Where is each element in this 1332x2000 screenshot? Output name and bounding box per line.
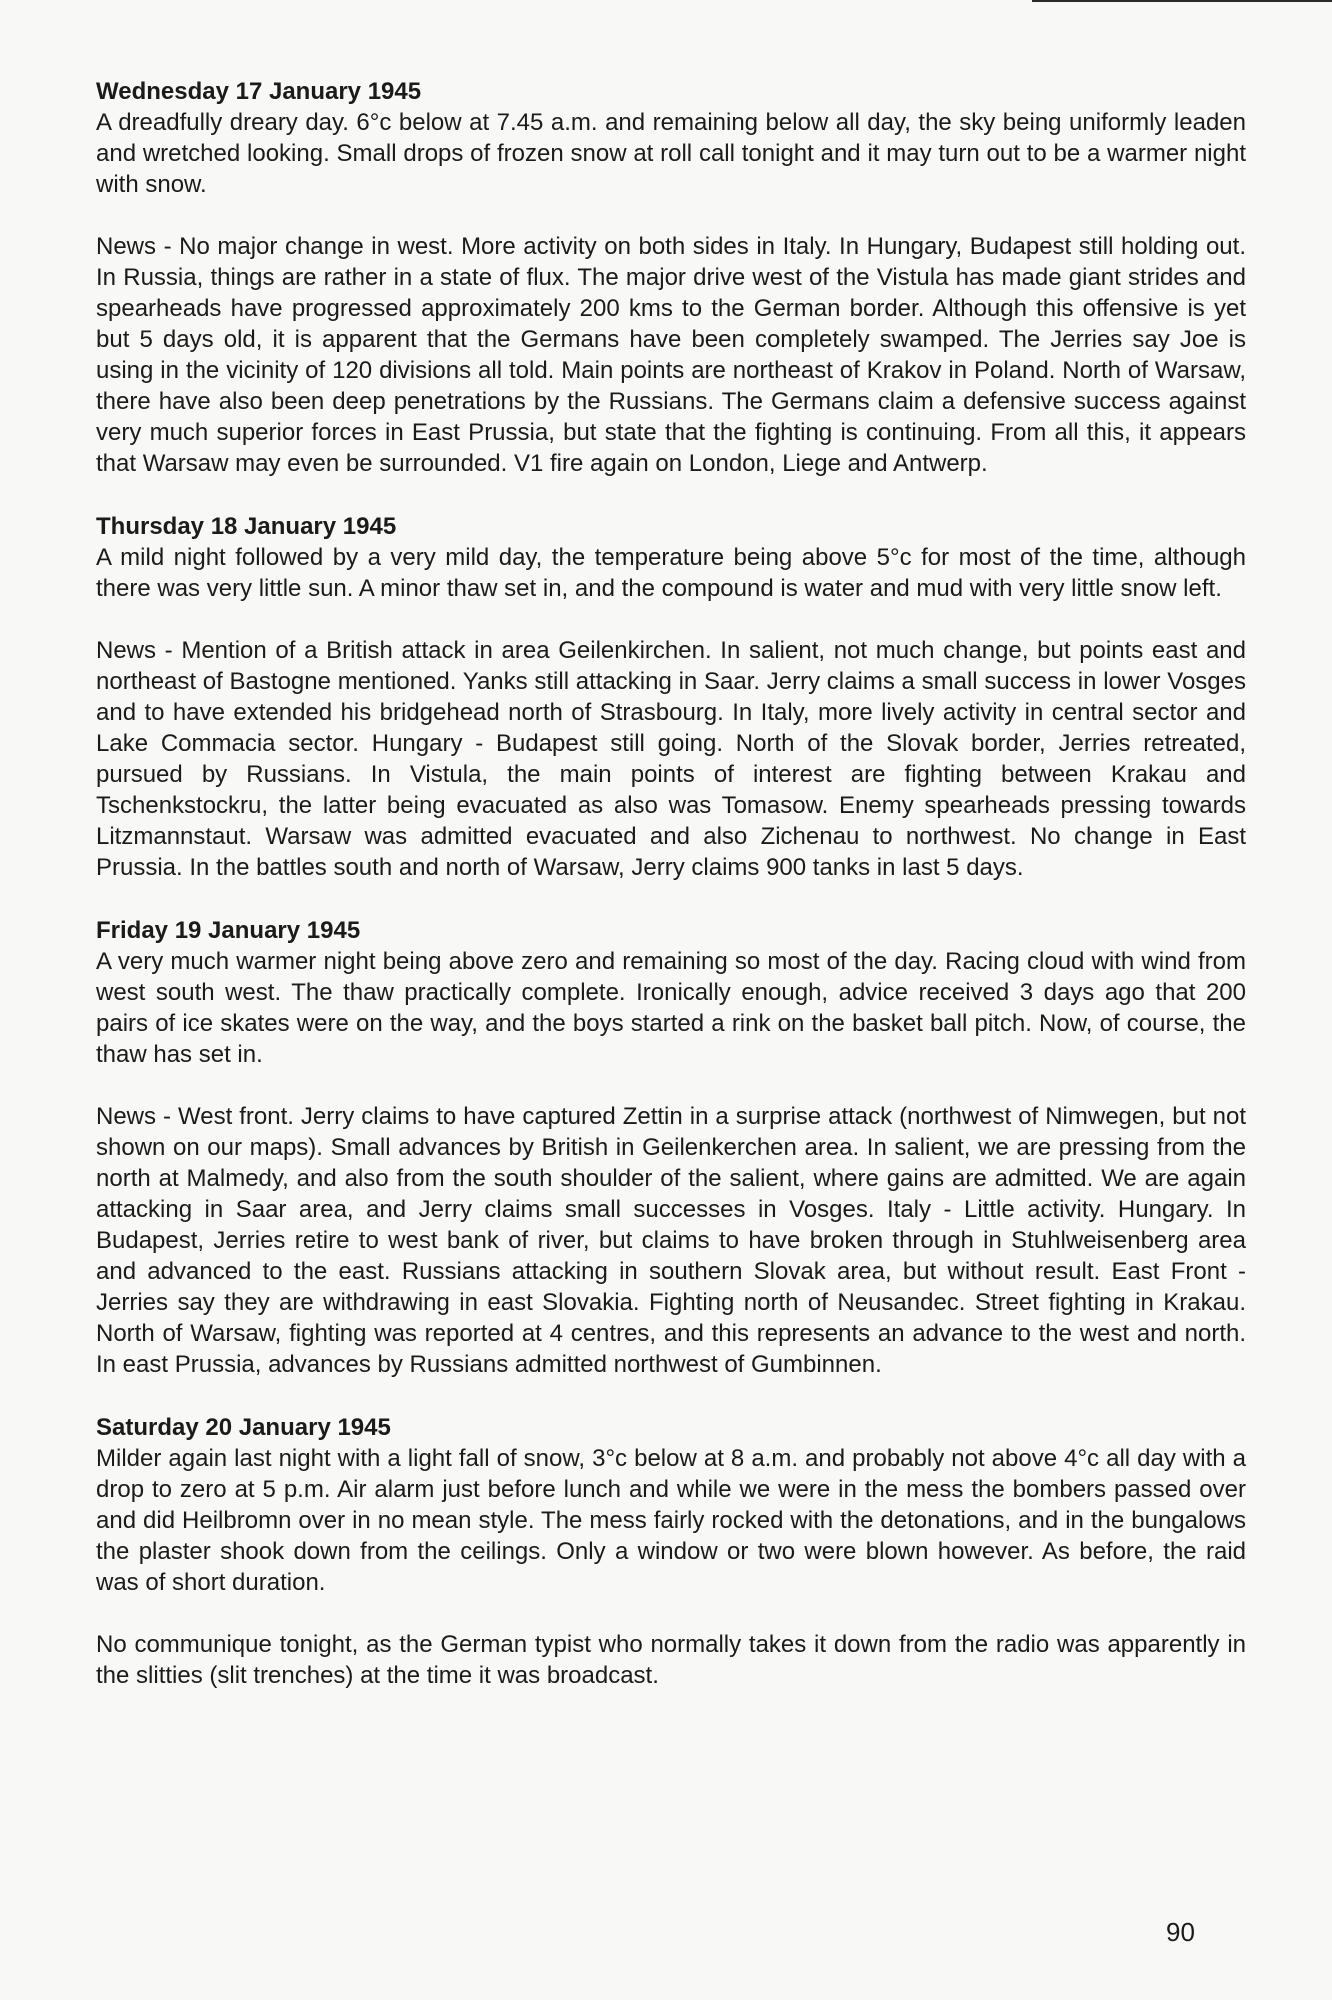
entry-paragraph: A dreadfully dreary day. 6°c below at 7.45 a.m. and remaining below all day, the sky being uniformly leaden and wretched looking. Small drops of frozen snow at roll call tonight and it may turn out to be a warmer night with snow. [96,109,1246,198]
diary-entry-wednesday-17 [96,76,1246,479]
entry-paragraph: A very much warmer night being above zero and remaining so most of the day. Racing cloud with wind from west south west. The thaw practically complete. Ironically enough, advice received 3 days ago that 200 pairs of ice skates were on the way, and the boys started a rink on the basket ball pitch. Now, of course, the thaw has set in. [96,948,1246,1068]
scan-edge [1032,0,1332,2]
page-number: 90 [1166,1917,1195,1947]
diary-entry-friday-19 [96,915,1246,1380]
news-paragraph: News - West front. Jerry claims to have captured Zettin in a surprise attack (northwest of Nimwegen, but not shown on our maps). Small advances by British in Geilenkerchen area. In salient, we are pressing from the north at Malmedy, and also from the south shoulder of the salient, where gains are admitted. We are again attacking in Saar area, and Jerry claims small successes in Vosges. Italy - Little activity. Hungary. In Budapest, Jerries retire to west bank of river, but claims to have broken through in Stuhlweisenberg area and advanced to the east. Russians attacking in southern Slovak area, but without result. East Front - Jerries say they are withdrawing in east Slovakia. Fighting north of Neusandec. Street fighting in Krakau. North of Warsaw, fighting was reported at 4 centres, and this represents an advance to the west and north. In east Prussia, advances by Russians admitted northwest of Gumbinnen. [96,1103,1246,1378]
news-paragraph: News - No major change in west. More activity on both sides in Italy. In Hungary, Budapest still holding out. In Russia, things are rather in a state of flux. The major drive west of the Vistula has made giant strides and spearheads have progressed approximately 200 kms to the German border. Although this offensive is yet but 5 days old, it is apparent that the Germans have been completely swamped. The Jerries say Joe is using in the vicinity of 120 divisions all told. Main points are northeast of Krakov in Poland. North of Warsaw, there have also been deep penetrations by the Russians. The Germans claim a defensive success against very much superior forces in East Prussia, but state that the fighting is continuing. From all this, it appears that Warsaw may even be surrounded. V1 fire again on London, Liege and Antwerp. [96,233,1246,477]
diary-entry-thursday-18 [96,511,1246,883]
diary-entry-saturday-20 [96,1412,1246,1691]
entry-paragraph: No communique tonight, as the German typist who normally takes it down from the radio was apparently in the slitties (slit trenches) at the time it was broadcast. [96,1631,1246,1689]
entry-date: Saturday 20 January 1945 [96,1414,391,1441]
entry-date: Thursday 18 January 1945 [96,513,397,540]
entry-date: Friday 19 January 1945 [96,917,361,944]
entry-paragraph: A mild night followed by a very mild day, the temperature being above 5°c for most of the time, although there was very little sun. A minor thaw set in, and the compound is water and mud with very little snow left. [96,544,1246,602]
diary-page [96,76,1246,1723]
entry-paragraph: Milder again last night with a light fall of snow, 3°c below at 8 a.m. and probably not above 4°c all day with a drop to zero at 5 p.m. Air alarm just before lunch and while we were in the mess the bombers passed over and did Heilbromn over in no mean style. The mess fairly rocked with the detonations, and in the bungalows the plaster shook down from the ceilings. Only a window or two were blown however. As before, the raid was of short duration. [96,1445,1246,1596]
news-paragraph: News - Mention of a British attack in area Geilenkirchen. In salient, not much change, but points east and northeast of Bastogne mentioned. Yanks still attacking in Saar. Jerry claims a small success in lower Vosges and to have extended his bridgehead north of Strasbourg. In Italy, more lively activity in central sector and Lake Commacia sector. Hungary - Budapest still going. North of the Slovak border, Jerries retreated, pursued by Russians. In Vistula, the main points of interest are fighting between Krakau and Tschenkstockru, the latter being evacuated as also was Tomasow. Enemy spearheads pressing towards Litzmannstaut. Warsaw was admitted evacuated and also Zichenau to northwest. No change in East Prussia. In the battles south and north of Warsaw, Jerry claims 900 tanks in last 5 days. [96,637,1246,881]
entry-date: Wednesday 17 January 1945 [96,78,422,105]
